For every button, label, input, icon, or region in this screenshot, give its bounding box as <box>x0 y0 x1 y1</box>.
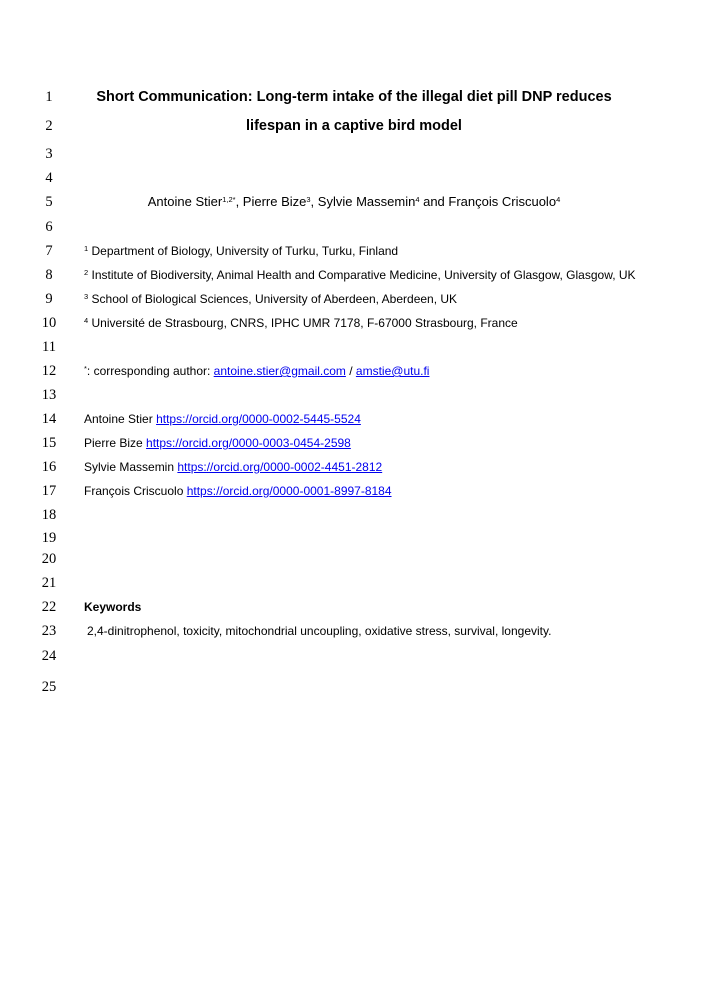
keywords-text: 2,4-dinitrophenol, toxicity, mitochondrial uncoupling, oxidative stress, survival, longevity. <box>87 624 552 638</box>
line-number: 9 <box>45 291 53 307</box>
line-number: 25 <box>41 679 57 695</box>
line-number: 14 <box>41 411 57 427</box>
line-number: 16 <box>41 459 57 475</box>
line-number: 22 <box>41 599 57 615</box>
orcid-link[interactable]: https://orcid.org/0000-0003-0454-2598 <box>146 436 351 450</box>
line-number: 12 <box>41 363 57 379</box>
orcid-link[interactable]: https://orcid.org/0000-0001-8997-8184 <box>186 484 392 498</box>
author-separator: , <box>310 194 318 209</box>
email-separator: / <box>345 364 356 378</box>
line-number: 3 <box>45 146 53 162</box>
affiliation <box>84 267 636 283</box>
orcid-link[interactable]: https://orcid.org/0000-0002-4451-2812 <box>177 460 383 474</box>
orcid-entry <box>84 483 392 499</box>
affiliation-marker: 4 <box>84 316 89 325</box>
email-link[interactable]: amstie@utu.fi <box>355 364 430 378</box>
author-name: Pierre Bize <box>242 194 307 209</box>
orcid-author-name: Antoine Stier <box>84 412 153 426</box>
author-affiliation-marker: 1,2* <box>222 195 236 204</box>
author-affiliation-marker: 4 <box>556 195 561 204</box>
orcid-author-name: Sylvie Massemin <box>84 460 175 474</box>
author-separator: and <box>419 194 449 209</box>
line-number: 4 <box>45 170 53 186</box>
affiliation-marker: 3 <box>84 292 89 301</box>
line-number: 17 <box>41 483 57 499</box>
paper-title-line-2: lifespan in a captive bird model <box>246 118 462 134</box>
line-number: 2 <box>45 118 53 134</box>
line-number: 18 <box>41 507 57 523</box>
affiliation <box>84 291 457 307</box>
affiliation-text: Université de Strasbourg, CNRS, IPHC UMR 7178, F-67000 Strasbourg, France <box>91 316 518 330</box>
line-number: 11 <box>42 339 56 355</box>
author-separator: , <box>235 194 243 209</box>
line-number: 15 <box>41 435 57 451</box>
affiliation-marker: 1 <box>84 244 89 253</box>
line-number: 13 <box>41 387 57 403</box>
orcid-entry <box>84 459 382 475</box>
affiliation-text: School of Biological Sciences, University of Aberdeen, Aberdeen, UK <box>91 292 458 306</box>
orcid-entry <box>84 435 351 451</box>
line-number: 5 <box>45 194 53 210</box>
paper-title-line-1: Short Communication: Long-term intake of the illegal diet pill DNP reduces <box>96 89 612 105</box>
line-number: 7 <box>45 243 53 259</box>
email-link[interactable]: antoine.stier@gmail.com <box>213 364 346 378</box>
author-affiliation-marker: 4 <box>415 195 420 204</box>
orcid-author-name: François Criscuolo <box>84 484 184 498</box>
line-number: 21 <box>41 575 57 591</box>
orcid-author-name: Pierre Bize <box>84 436 143 450</box>
orcid-link[interactable]: https://orcid.org/0000-0002-5445-5524 <box>156 412 361 426</box>
affiliation-marker: 2 <box>84 268 89 277</box>
corresponding-marker: * <box>84 364 87 373</box>
author-name: Antoine Stier <box>147 194 223 209</box>
orcid-entry <box>84 411 361 427</box>
corresponding-author <box>84 363 429 379</box>
line-number: 24 <box>41 648 57 664</box>
author-name: Sylvie Massemin <box>317 194 416 209</box>
corresponding-label: : corresponding author: <box>86 364 214 378</box>
line-number: 23 <box>41 623 57 639</box>
affiliation-text: Institute of Biodiversity, Animal Health and Comparative Medicine, University of Glasgow, Glasgow, UK <box>91 268 636 282</box>
line-number: 6 <box>45 219 53 235</box>
line-number: 1 <box>45 89 53 105</box>
affiliation-text: Department of Biology, University of Turku, Turku, Finland <box>91 244 399 258</box>
affiliation <box>84 315 518 331</box>
line-number: 10 <box>41 315 57 331</box>
author-name: François Criscuolo <box>448 194 557 209</box>
author-affiliation-marker: 3 <box>306 195 311 204</box>
author-list <box>84 193 624 211</box>
line-number: 8 <box>45 267 53 283</box>
keywords-heading: Keywords <box>84 600 142 614</box>
affiliation <box>84 243 398 259</box>
line-number: 19 <box>41 530 57 546</box>
line-number: 20 <box>41 551 57 567</box>
